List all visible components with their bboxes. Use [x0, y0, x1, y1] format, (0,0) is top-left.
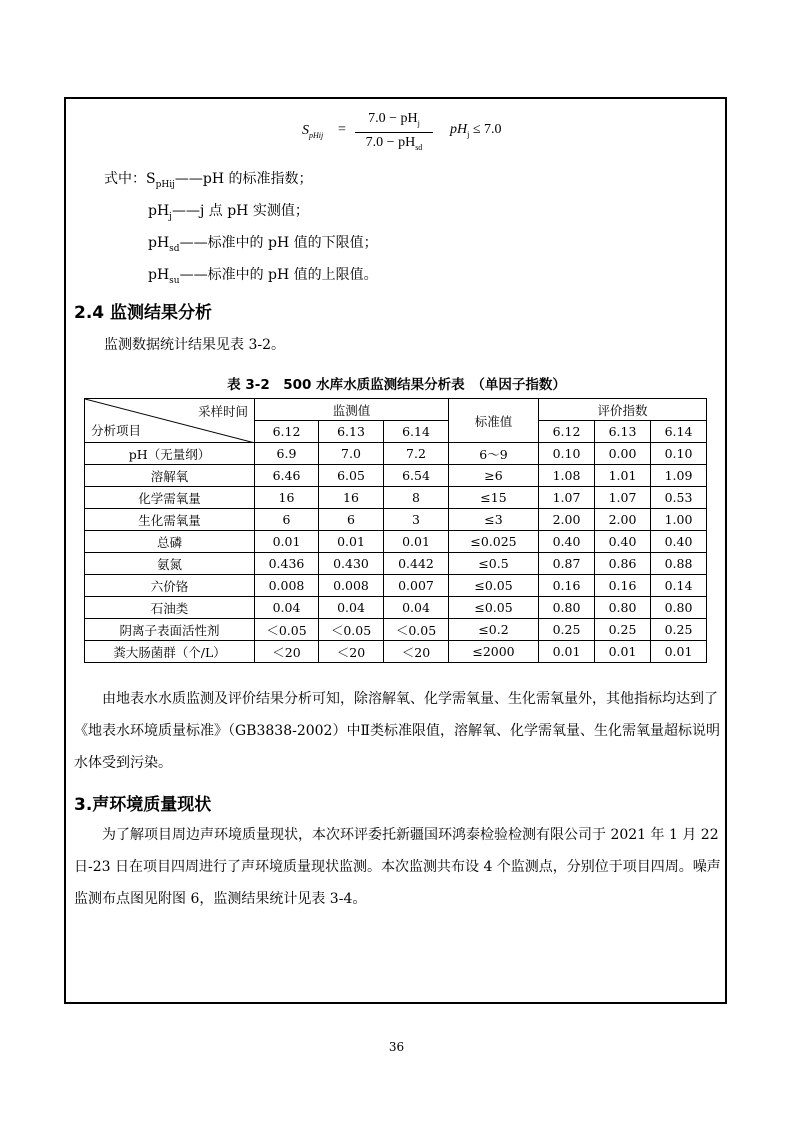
date-cell: 6.12	[539, 421, 595, 443]
item-cell: 石油类	[85, 597, 255, 619]
index-value-cell: 1.07	[539, 487, 595, 509]
measured-value-cell: ＜0.05	[255, 619, 319, 641]
table-body	[85, 443, 707, 663]
measured-value-cell: 0.436	[255, 553, 319, 575]
table-row	[85, 509, 707, 531]
standard-value-cell: ≤15	[449, 487, 539, 509]
index-value-cell: 2.00	[539, 509, 595, 531]
measured-value-cell: ＜20	[384, 641, 449, 663]
header-measured: 监测值	[255, 399, 449, 421]
table-row	[85, 487, 707, 509]
standard-value-cell: ≤3	[449, 509, 539, 531]
index-value-cell: 0.80	[651, 597, 707, 619]
standard-value-cell: ≤0.05	[449, 575, 539, 597]
measured-value-cell: 6	[319, 509, 384, 531]
formula-equals: =	[338, 122, 346, 137]
measured-value-cell: 7.0	[319, 443, 384, 465]
ph-index-formula	[300, 105, 540, 155]
table-caption: 表 3-2 500 水库水质监测结果分析表 （单因子指数）	[227, 377, 566, 393]
table-row	[85, 465, 707, 487]
index-value-cell: 0.10	[651, 443, 707, 465]
index-value-cell: 0.40	[595, 531, 651, 553]
index-value-cell: 1.08	[539, 465, 595, 487]
page-number: 36	[388, 1040, 405, 1054]
measured-value-cell: ＜0.05	[319, 619, 384, 641]
index-value-cell: 0.87	[539, 553, 595, 575]
standard-value-cell: ≤2000	[449, 641, 539, 663]
table-row	[85, 619, 707, 641]
table-row	[85, 597, 707, 619]
section-heading-3: 3.声环境质量现状	[74, 795, 212, 815]
measured-value-cell: 16	[255, 487, 319, 509]
standard-value-cell: ≤0.025	[449, 531, 539, 553]
measured-value-cell: 0.04	[384, 597, 449, 619]
measured-value-cell: 0.04	[319, 597, 384, 619]
definition-line: $pH_j——j$ 点 pH 实测值；	[148, 203, 309, 222]
item-cell: 六价铬	[85, 575, 255, 597]
index-value-cell: 0.16	[595, 575, 651, 597]
corner-analysis-item: 分析项目	[91, 423, 142, 438]
measured-value-cell: 16	[319, 487, 384, 509]
item-cell: 生化需氧量	[85, 509, 255, 531]
section-3-paragraph: 为了解项目周边声环境质量现状，本次环评委托新疆国环鸿泰检验检测有限公司于 2021 年 1 月 22 日-23 日在项目四周进行了声环境质量现状监测。本次监测共布设 4 个监测点，分别位于项目四周。噪声监测布点图见附图 6，监测结果统计见表 3-4。	[74, 827, 721, 907]
item-cell: 化学需氧量	[85, 487, 255, 509]
measured-value-cell: 6.46	[255, 465, 319, 487]
index-value-cell: 1.09	[651, 465, 707, 487]
index-value-cell: 1.07	[595, 487, 651, 509]
index-value-cell: 0.01	[539, 641, 595, 663]
index-value-cell: 0.00	[595, 443, 651, 465]
measured-value-cell: 0.01	[319, 531, 384, 553]
measured-value-cell: 0.01	[384, 531, 449, 553]
definition-line: 式中：$S_{pHij}——pH$ 的标准指数；	[104, 171, 313, 190]
index-value-cell: 0.40	[651, 531, 707, 553]
index-value-cell: 0.40	[539, 531, 595, 553]
index-value-cell: 0.25	[539, 619, 595, 641]
measured-value-cell: 0.442	[384, 553, 449, 575]
table-row	[85, 575, 707, 597]
index-value-cell: 0.16	[539, 575, 595, 597]
formula-numerator: $7.0 - pH_j$	[368, 111, 420, 128]
standard-value-cell: ≤0.05	[449, 597, 539, 619]
measured-value-cell: 3	[384, 509, 449, 531]
date-cell: 6.14	[384, 421, 449, 443]
standard-value-cell: 6～9	[449, 443, 539, 465]
measured-value-cell: 6.9	[255, 443, 319, 465]
definition-line: $pH_{su}——$标准中的 pH 值的上限值。	[148, 267, 378, 286]
measured-value-cell: 0.008	[319, 575, 384, 597]
index-value-cell: 0.10	[539, 443, 595, 465]
corner-sampling-time: 采样时间	[197, 404, 248, 419]
measured-value-cell: 6.05	[319, 465, 384, 487]
index-value-cell: 0.53	[651, 487, 707, 509]
standard-value-cell: ≥6	[449, 465, 539, 487]
measured-value-cell: 6	[255, 509, 319, 531]
item-cell: 粪大肠菌群（个/L）	[85, 641, 255, 663]
date-cell: 6.13	[319, 421, 384, 443]
table-row	[85, 443, 707, 465]
definition-line: $pH_{sd}——$标准中的 pH 值的下限值；	[148, 235, 378, 254]
standard-value-cell: ≤0.5	[449, 553, 539, 575]
index-value-cell: 1.00	[651, 509, 707, 531]
index-value-cell: 0.80	[595, 597, 651, 619]
measured-value-cell: 0.007	[384, 575, 449, 597]
fraction-bar	[355, 132, 433, 133]
index-value-cell: 1.01	[595, 465, 651, 487]
standard-value-cell: ≤0.2	[449, 619, 539, 641]
item-cell: 氨氮	[85, 553, 255, 575]
index-value-cell: 0.01	[651, 641, 707, 663]
table-row	[85, 531, 707, 553]
header-corner-cell	[85, 399, 255, 443]
measured-value-cell: 0.008	[255, 575, 319, 597]
date-cell: 6.12	[255, 421, 319, 443]
index-value-cell: 0.80	[539, 597, 595, 619]
measured-value-cell: 6.54	[384, 465, 449, 487]
measured-value-cell: ＜0.05	[384, 619, 449, 641]
water-quality-table	[84, 398, 707, 663]
item-cell: 阴离子表面活性剂	[85, 619, 255, 641]
analysis-paragraph: 由地表水水质监测及评价结果分析可知，除溶解氧、化学需氧量、生化需氧量外，其他指标均达到了《地表水环境质量标准》（GB3838-2002）中Ⅱ类标准限值，溶解氧、化学需氧量、生化需氧量超标说明水体受到污染。	[74, 691, 720, 771]
index-value-cell: 0.25	[651, 619, 707, 641]
header-standard: 标准值	[449, 399, 539, 443]
index-value-cell: 0.25	[595, 619, 651, 641]
item-cell: pH（无量纲）	[85, 443, 255, 465]
item-cell: 总磷	[85, 531, 255, 553]
table-row	[85, 641, 707, 663]
section-intro: 监测数据统计结果见表 3-2。	[104, 337, 285, 353]
index-value-cell: 0.14	[651, 575, 707, 597]
index-value-cell: 0.01	[595, 641, 651, 663]
header-index: 评价指数	[539, 399, 707, 421]
section-heading-2-4: 2.4 监测结果分析	[74, 303, 213, 323]
measured-value-cell: 0.04	[255, 597, 319, 619]
formula-lhs: $S_{pHij}$	[302, 123, 324, 140]
index-value-cell: 0.86	[595, 553, 651, 575]
measured-value-cell: 0.01	[255, 531, 319, 553]
table-header-row	[85, 399, 707, 421]
index-value-cell: 0.88	[651, 553, 707, 575]
measured-value-cell: 7.2	[384, 443, 449, 465]
measured-value-cell: ＜20	[255, 641, 319, 663]
formula-condition: $pH_j \le 7.0$	[450, 122, 502, 139]
formula-denominator: $7.0 - pH_{sd}$	[365, 135, 423, 152]
table-row	[85, 553, 707, 575]
index-value-cell: 2.00	[595, 509, 651, 531]
date-cell: 6.14	[651, 421, 707, 443]
item-cell: 溶解氧	[85, 465, 255, 487]
date-cell: 6.13	[595, 421, 651, 443]
measured-value-cell: 0.430	[319, 553, 384, 575]
measured-value-cell: ＜20	[319, 641, 384, 663]
measured-value-cell: 8	[384, 487, 449, 509]
